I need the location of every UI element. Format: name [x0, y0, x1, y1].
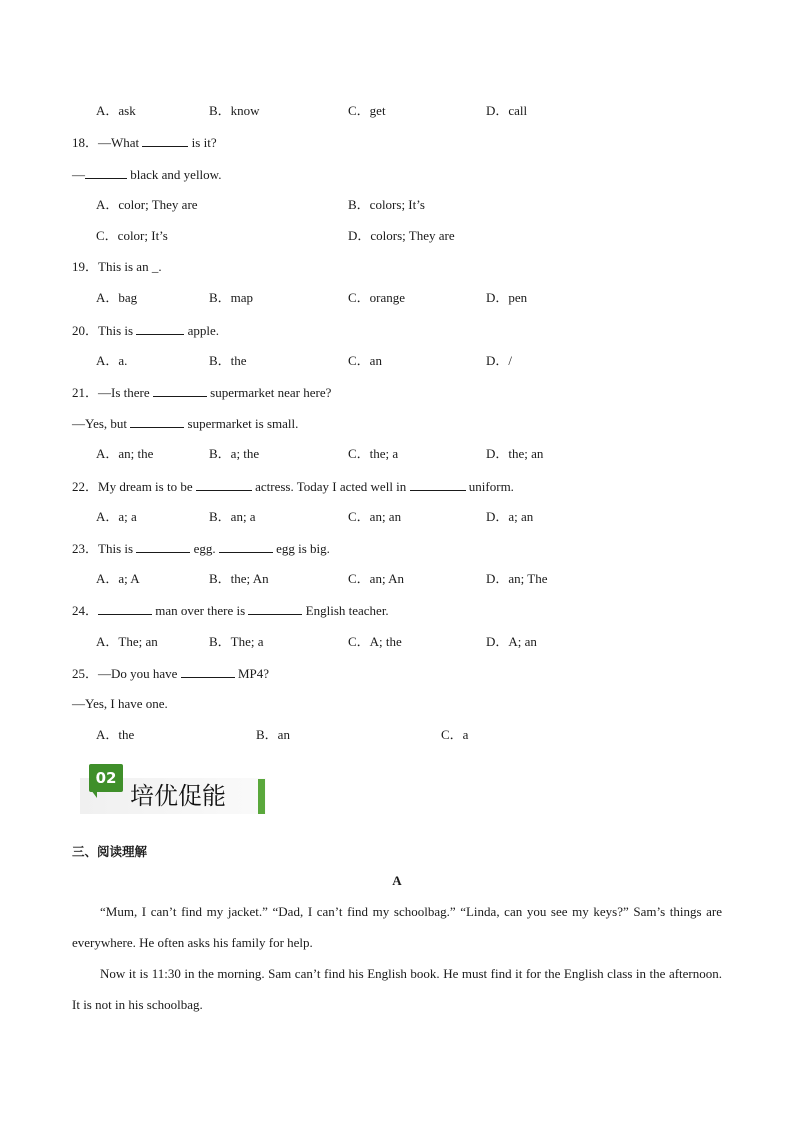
q24-blank-2 [248, 602, 302, 615]
q23-number: 23． [72, 541, 99, 556]
q22-option-c[interactable]: C．an; an [348, 509, 402, 524]
q23-option-d[interactable]: D．an; The [486, 571, 548, 586]
q20-blank [136, 322, 184, 335]
q20-number: 20． [72, 323, 99, 338]
q19-option-b[interactable]: B．map [209, 290, 254, 305]
q23-blank-2 [219, 540, 273, 553]
q23-option-b[interactable]: B．the; An [209, 571, 269, 586]
q23-option-c[interactable]: C．an; An [348, 571, 404, 586]
q22-option-b[interactable]: B．an; a [209, 509, 256, 524]
q19-option-d[interactable]: D．pen [486, 290, 528, 305]
q21-blank-2 [130, 415, 184, 428]
q20-option-d[interactable]: D．/ [486, 353, 513, 368]
q20-stem: 20．This is apple. [72, 323, 219, 338]
q22-blank-1 [196, 478, 252, 491]
q20-option-b[interactable]: B．the [209, 353, 247, 368]
q24-option-b[interactable]: B．The; a [209, 634, 264, 649]
q22-stem: 22．My dream is to be actress. Today I acted well in uniform. [72, 479, 514, 494]
q24-number: 24． [72, 603, 99, 618]
q19-stem: 19．This is an _. [72, 259, 162, 274]
q21-number: 21． [72, 385, 99, 400]
q24-option-d[interactable]: D．A; an [486, 634, 537, 649]
q24-blank-1 [98, 602, 152, 615]
section-heading: 三、阅读理解 [72, 844, 148, 859]
q19-option-c[interactable]: C．orange [348, 290, 406, 305]
q22-number: 22． [72, 479, 99, 494]
q24-option-c[interactable]: C．A; the [348, 634, 402, 649]
q23-option-a[interactable]: A．a; A [96, 571, 140, 586]
q22-option-a[interactable]: A．a; a [96, 509, 137, 524]
q24-option-a[interactable]: A．The; an [96, 634, 158, 649]
q18-option-b[interactable]: B．colors; It’s [348, 197, 425, 212]
banner-title: 培优促能 [130, 782, 226, 810]
q25-stem-line2: —Yes, I have one. [72, 696, 168, 711]
banner-accent-bar [258, 779, 265, 814]
q23-stem: 23．This is egg. egg is big. [72, 541, 330, 556]
q17-option-d[interactable]: D．call [486, 103, 528, 118]
q25-option-b[interactable]: B．an [256, 727, 290, 742]
passage-title: A [392, 873, 402, 888]
q18-blank-2 [85, 166, 127, 179]
passage-paragraph-1: “Mum, I can’t find my jacket.” “Dad, I can’t find my schoolbag.” “Linda, can you see my keys?” Sam’s things are everywhere. He often asks his family for help. [72, 904, 722, 950]
q25-option-a[interactable]: A．the [96, 727, 135, 742]
q25-option-c[interactable]: C．a [441, 727, 469, 742]
q21-stem-line1: 21．—Is there supermarket near here? [72, 385, 332, 400]
q17-option-c[interactable]: C．get [348, 103, 386, 118]
q17-option-b[interactable]: B．know [209, 103, 260, 118]
q20-option-a[interactable]: A．a. [96, 353, 128, 368]
q25-stem-line1: 25．—Do you have MP4? [72, 666, 270, 681]
q25-blank [181, 665, 235, 678]
q18-option-c[interactable]: C．color; It’s [96, 228, 168, 243]
q22-option-d[interactable]: D．a; an [486, 509, 534, 524]
q21-option-a[interactable]: A．an; the [96, 446, 154, 461]
q25-number: 25． [72, 666, 99, 681]
banner-badge: 02 [89, 764, 123, 792]
q18-option-a[interactable]: A．color; They are [96, 197, 198, 212]
q21-blank-1 [153, 384, 207, 397]
q18-stem-line2: — black and yellow. [72, 167, 222, 182]
q23-blank-1 [136, 540, 190, 553]
passage-paragraph-2: Now it is 11:30 in the morning. Sam can’t find his English book. He must find it for the English class in the afternoon. It is not in his schoolbag. [72, 966, 722, 1012]
q21-option-d[interactable]: D．the; an [486, 446, 544, 461]
q22-blank-2 [410, 478, 466, 491]
q18-option-d[interactable]: D．colors; They are [348, 228, 455, 243]
q18-number: 18． [72, 135, 99, 150]
q17-option-a[interactable]: A．ask [96, 103, 136, 118]
q21-stem-line2: —Yes, but supermarket is small. [72, 416, 299, 431]
q19-number: 19． [72, 259, 99, 274]
q19-option-a[interactable]: A．bag [96, 290, 138, 305]
q24-stem: 24． man over there is English teacher. [72, 603, 389, 618]
q18-blank-1 [142, 134, 188, 147]
section-banner [80, 764, 268, 816]
q20-option-c[interactable]: C．an [348, 353, 382, 368]
q18-stem-line1: 18．—What is it? [72, 135, 217, 150]
q21-option-b[interactable]: B．a; the [209, 446, 260, 461]
q21-option-c[interactable]: C．the; a [348, 446, 399, 461]
